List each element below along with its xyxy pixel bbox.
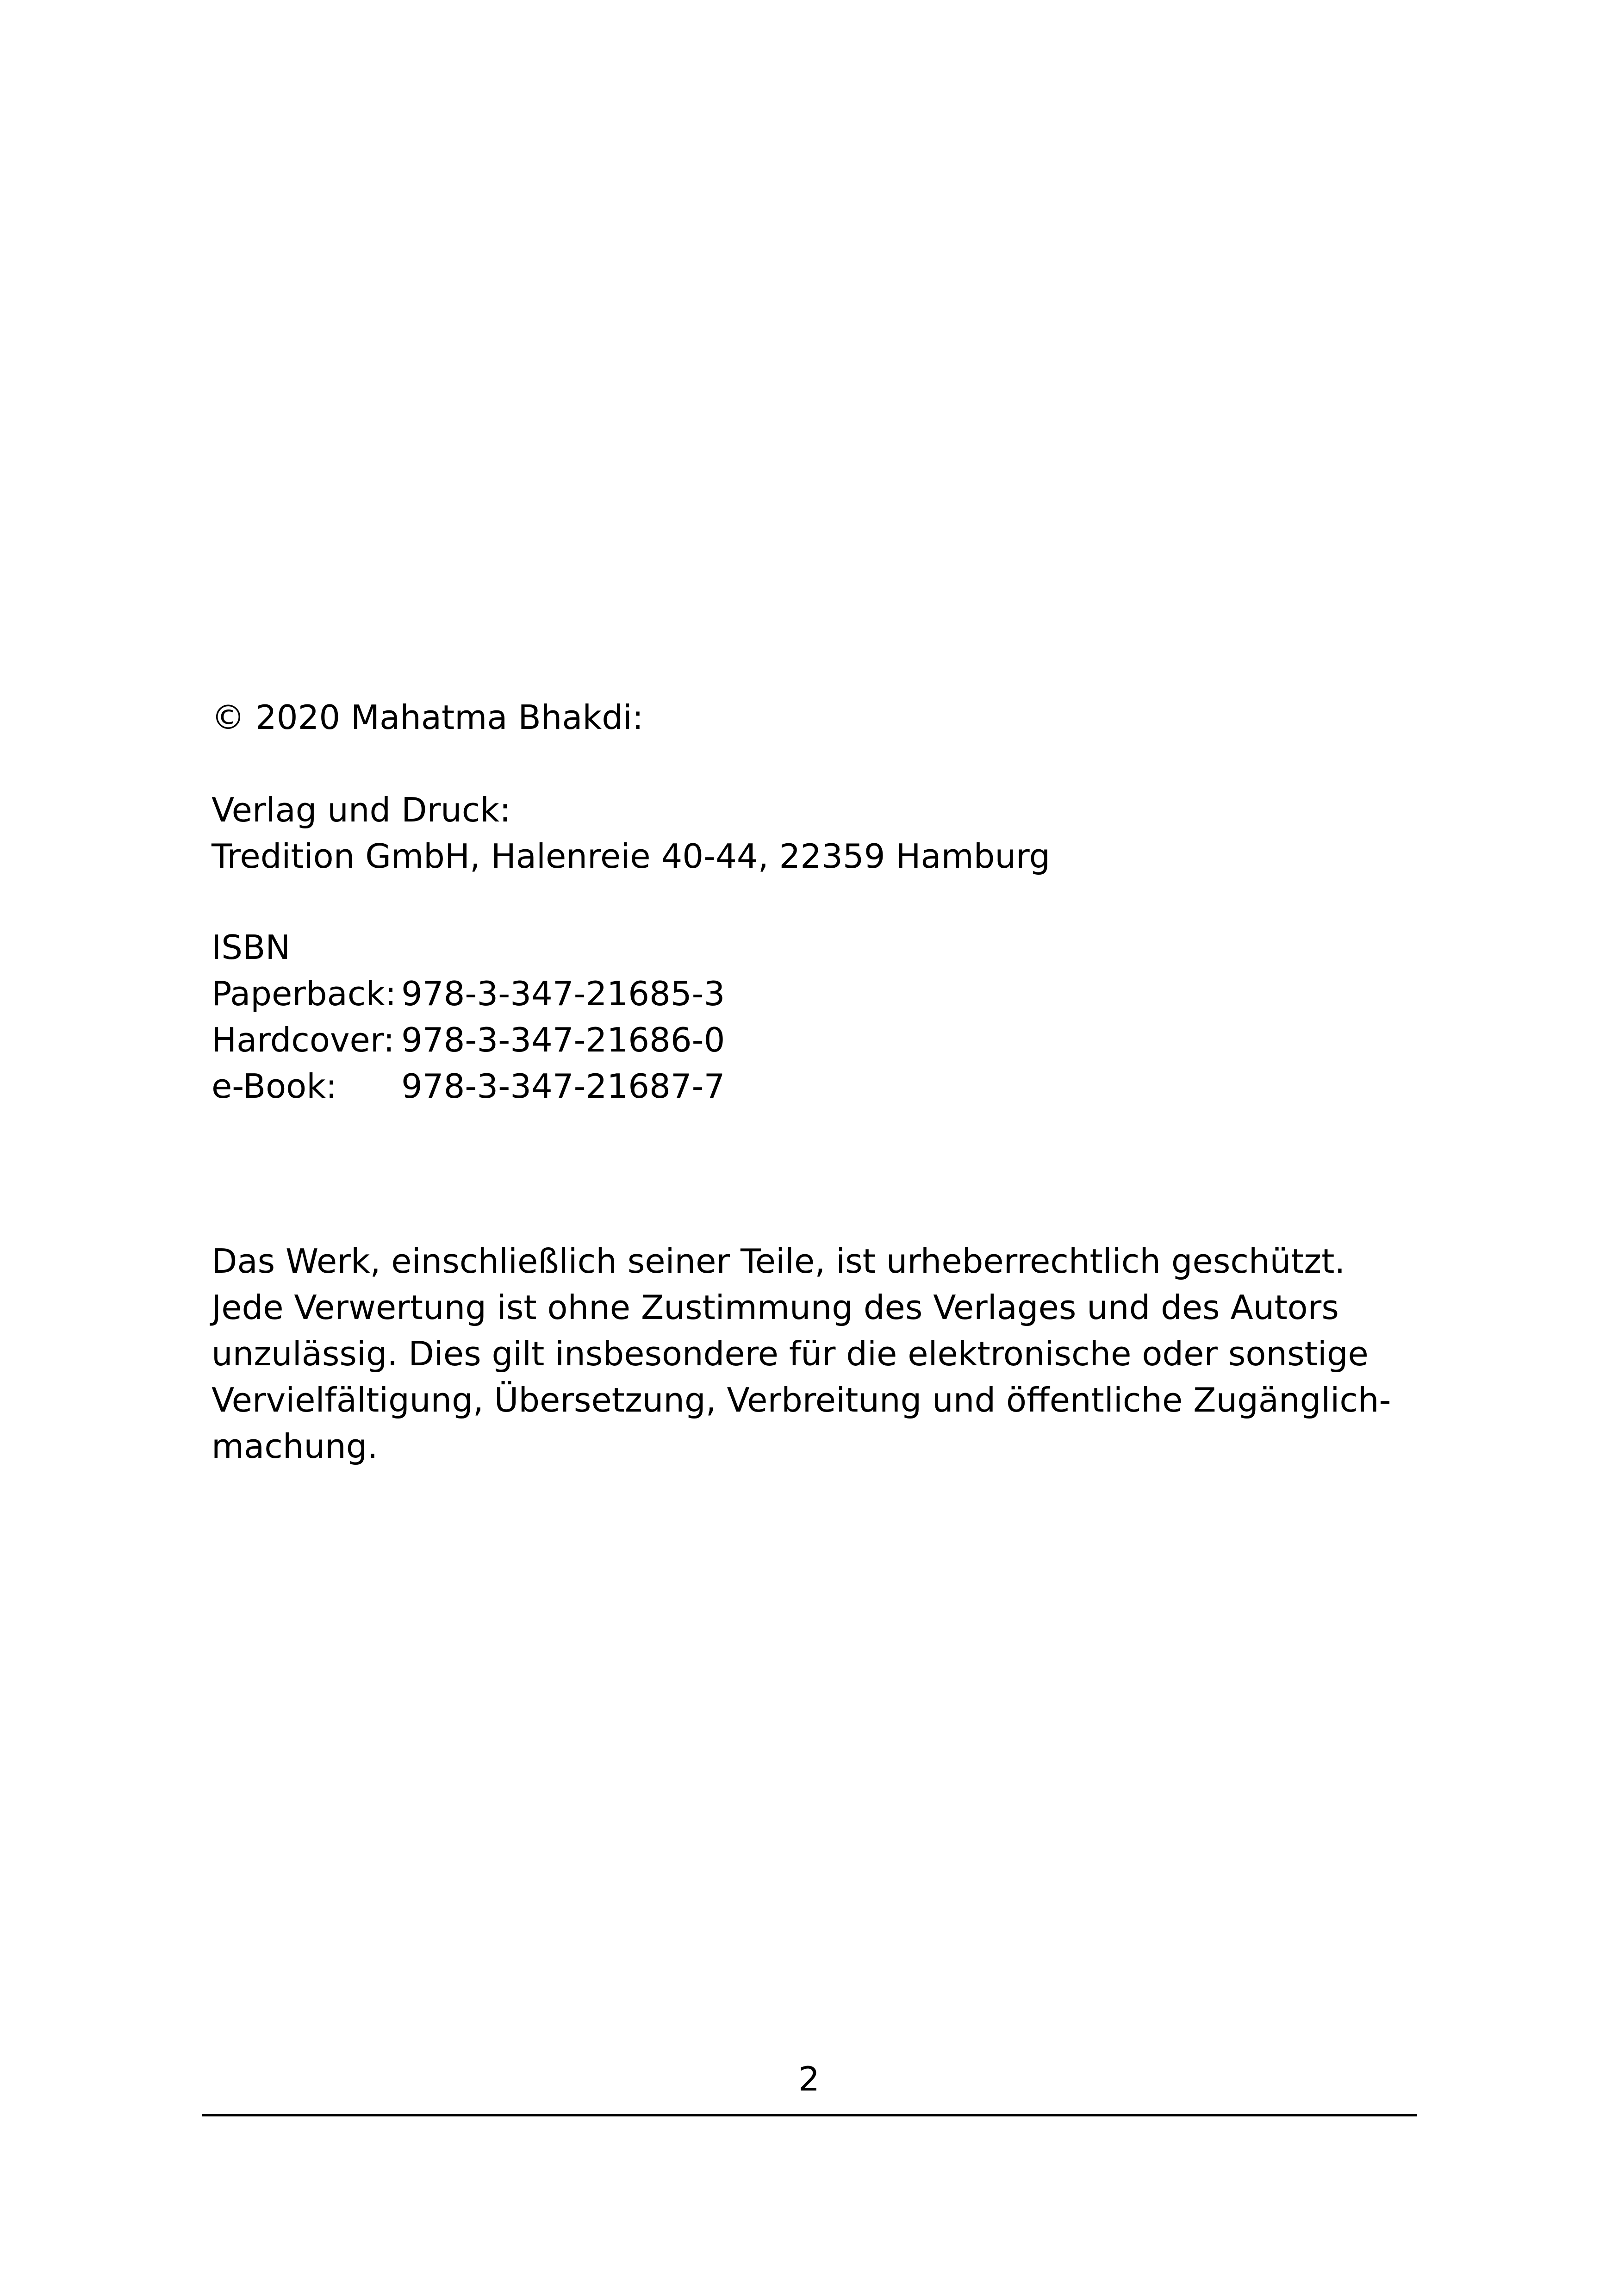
statement-line: Jede Verwertung ist ohne Zustimmung des Verlages und des Autors — [212, 1288, 1339, 1327]
copyright-notice — [212, 694, 643, 740]
publisher-heading: Verlag und Druck: — [212, 790, 511, 829]
publisher-address: Tredition GmbH, Halenreie 40-44, 22359 Hamburg — [212, 837, 1051, 876]
isbn-label: Hardcover: — [212, 1020, 395, 1059]
statement-line: unzulässig. Dies gilt insbesondere für die elektronische oder sonstige — [212, 1334, 1369, 1373]
isbn-label: e-Book: — [212, 1067, 337, 1106]
copyright-line: © 2020 Mahatma Bhakdi: — [212, 698, 644, 737]
statement-line: Das Werk, einschließlich seiner Teile, ist urheberrechtlich geschützt. — [212, 1242, 1345, 1281]
footer-divider — [202, 2114, 1417, 2116]
copyright-statement — [212, 1238, 1391, 1469]
statement-line: Vervielfältigung, Übersetzung, Verbreitung und öffentliche Zugänglich- — [212, 1381, 1391, 1419]
isbn-row-ebook — [212, 1063, 725, 1109]
statement-line: machung. — [212, 1427, 378, 1466]
isbn-number: 978-3-347-21686-0 — [401, 1020, 725, 1059]
isbn-list — [212, 924, 725, 1109]
isbn-number: 978-3-347-21687-7 — [401, 1067, 725, 1106]
isbn-row-paperback — [212, 971, 725, 1017]
isbn-label: Paperback: — [212, 974, 397, 1013]
isbn-heading: ISBN — [212, 928, 291, 967]
publisher-info — [212, 787, 1050, 879]
isbn-row-hardcover — [212, 1017, 725, 1063]
page-number: 2 — [798, 2060, 820, 2098]
isbn-number: 978-3-347-21685-3 — [401, 974, 725, 1013]
